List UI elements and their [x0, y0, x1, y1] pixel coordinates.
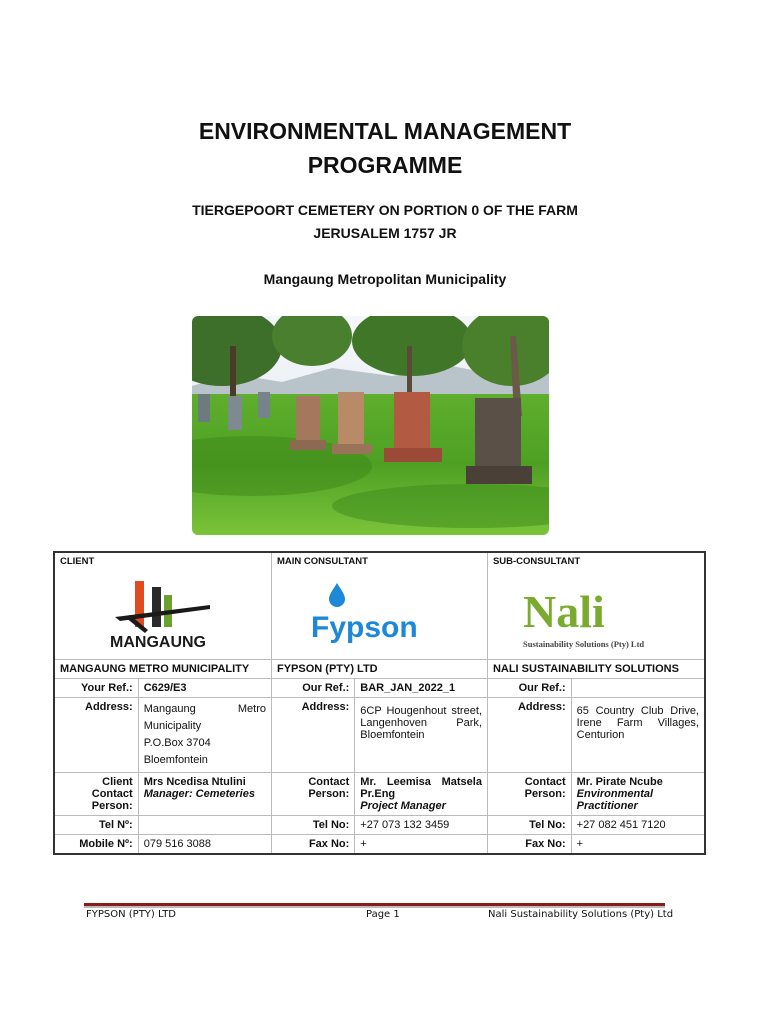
client-address-label: Address:: [54, 698, 138, 773]
client-contact-label: Client Contact Person:: [54, 773, 138, 816]
consultant-contact: [355, 773, 488, 816]
consultant-name: FYPSON (PTY) LTD: [272, 660, 488, 679]
consultant-tel-label: Tel No:: [272, 816, 355, 835]
consultant-tel: +27 073 132 3459: [355, 816, 488, 835]
document-subtitle: [0, 199, 770, 245]
consultant-fax-label: Fax No:: [272, 835, 355, 855]
consultant-address: 6CP Hougenhout street, Langenhoven Park, Bloemfontein: [355, 698, 488, 773]
subconsultant-fax-label: Fax No:: [487, 835, 571, 855]
client-ref: C629/E3: [138, 679, 271, 698]
nali-logo: [493, 575, 693, 655]
consultant-ref: BAR_JAN_2022_1: [355, 679, 488, 698]
subconsultant-name: NALI SUSTAINABILITY SOLUTIONS: [487, 660, 705, 679]
subconsultant-tel-label: Tel No:: [487, 816, 571, 835]
client-address-line-2: P.O.Box 3704: [143, 737, 211, 749]
ref-row: [54, 679, 705, 698]
consultant-contact-name: Mr. Leemisa Matsela Pr.Eng: [360, 776, 482, 800]
subconsultant-fax: +: [571, 835, 705, 855]
subconsultant-ref: [571, 679, 705, 698]
fypson-logo-text: Fypson: [311, 611, 418, 644]
document-title: [0, 114, 770, 182]
footer-left: FYPSON (PTY) LTD: [86, 909, 176, 920]
mangaung-logo: [60, 575, 260, 655]
consultant-heading: MAIN CONSULTANT: [277, 556, 368, 567]
org-name-row: [54, 660, 705, 679]
subconsultant-heading: SUB-CONSULTANT: [492, 556, 581, 567]
subconsultant-contact-title: Environmental Practitioner: [576, 788, 654, 812]
title-line-2: PROGRAMME: [307, 152, 463, 178]
fypson-logo: [277, 575, 467, 655]
project-info-table: [53, 551, 706, 855]
client-tel: [138, 816, 271, 835]
subconsultant-address-label: Address:: [487, 698, 571, 773]
client-name: MANGAUNG METRO MUNICIPALITY: [54, 660, 272, 679]
footer-rule: [84, 903, 665, 906]
client-address: [138, 698, 271, 773]
nali-logo-tagline: Sustainability Solutions (Pty) Ltd: [522, 639, 645, 649]
consultant-contact-title: Project Manager: [360, 800, 446, 812]
subtitle-line-2: JERUSALEM 1757 JR: [313, 225, 457, 241]
footer-right: Nali Sustainability Solutions (Pty) Ltd: [488, 909, 674, 920]
subconsultant-ref-label: Our Ref.:: [487, 679, 571, 698]
mangaung-logo-text: MANGAUNG: [110, 634, 206, 651]
consultant-cell: [272, 552, 488, 660]
client-address-line-3: Bloemfontein: [143, 754, 208, 766]
address-row: [54, 698, 705, 773]
consultant-ref-label: Our Ref.:: [272, 679, 355, 698]
client-mobile: 079 516 3088: [138, 835, 271, 855]
cemetery-photo: [192, 316, 549, 535]
subconsultant-cell: [487, 552, 705, 660]
client-contact-title: Manager: Cemeteries: [143, 788, 255, 800]
client-contact: [138, 773, 271, 816]
mobile-fax-row: [54, 835, 705, 855]
logo-row: [54, 552, 705, 660]
subconsultant-contact-label: Contact Person:: [487, 773, 571, 816]
tel-row: [54, 816, 705, 835]
consultant-contact-label: Contact Person:: [272, 773, 355, 816]
client-address-line-1: Mangaung Metro Municipality: [143, 703, 266, 732]
client-heading: CLIENT: [60, 556, 95, 567]
municipality-heading: Mangaung Metropolitan Municipality: [263, 271, 507, 287]
client-mobile-label: Mobile Nº:: [54, 835, 138, 855]
client-contact-name: Mrs Ncedisa Ntulini: [143, 776, 246, 788]
page-number: Page 1: [366, 909, 400, 920]
subconsultant-contact: [571, 773, 705, 816]
consultant-address-label: Address:: [272, 698, 355, 773]
client-cell: [54, 552, 272, 660]
title-line-1: ENVIRONMENTAL MANAGEMENT: [198, 118, 572, 144]
subconsultant-tel: +27 082 451 7120: [571, 816, 705, 835]
contact-row: [54, 773, 705, 816]
client-ref-label: Your Ref.:: [54, 679, 138, 698]
nali-logo-text: Nali: [522, 586, 605, 637]
client-tel-label: Tel Nº:: [54, 816, 138, 835]
subtitle-line-1: TIERGEPOORT CEMETERY ON PORTION 0 OF THE FARM: [192, 202, 578, 218]
subconsultant-address: 65 Country Club Drive, Irene Farm Villages, Centurion: [571, 698, 705, 773]
subconsultant-contact-name: Mr. Pirate Ncube: [576, 776, 663, 788]
consultant-fax: +: [355, 835, 488, 855]
